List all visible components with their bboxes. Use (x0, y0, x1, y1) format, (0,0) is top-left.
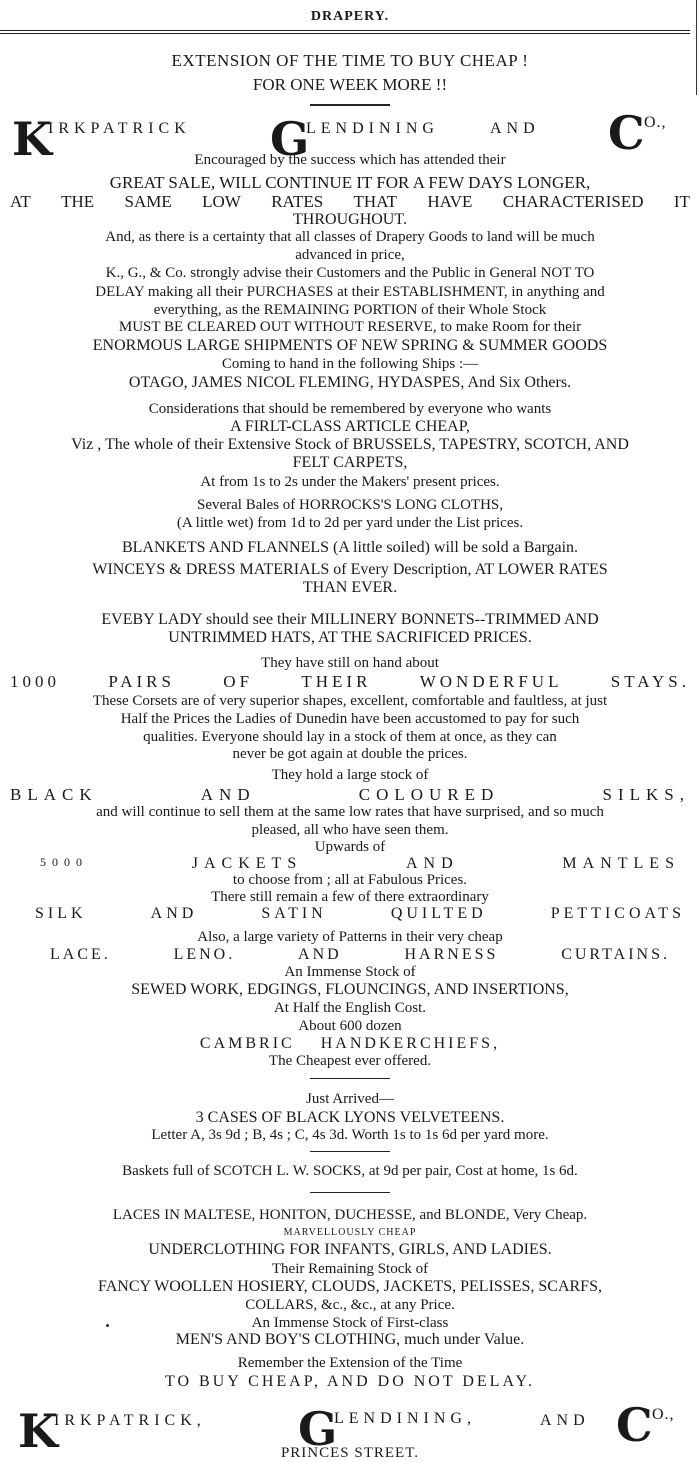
justified-line (0, 947, 700, 963)
word: COLOURED (358, 785, 500, 804)
word: THEIR (301, 672, 372, 691)
word: HAVE (427, 192, 473, 211)
text-line: LACES IN MALTESE, HONITON, DUCHESSE, and BLONDE, Very Cheap. (112, 1207, 588, 1223)
text-line: An Immense Stock of (284, 964, 416, 980)
text-line: And, as there is a certainty that all classes of Drapery Goods to land will be much (105, 229, 595, 245)
word: SILK (35, 905, 87, 922)
divider (310, 1192, 390, 1193)
text-line: Baskets full of SCOTCH L. W. SOCKS, at 9d per pair, Cost at home, 1s 6d. (122, 1163, 578, 1179)
divider (0, 30, 690, 31)
subheadline: FOR ONE WEEK MORE !! (252, 75, 448, 94)
firm-word-kirkpatrick: IRKPATRICK (48, 120, 191, 137)
word: SILKS, (602, 785, 690, 804)
section-heading: DRAPERY. (310, 9, 390, 24)
firm-word-and: AND (490, 120, 540, 137)
text-line: At from 1s to 2s under the Makers' present prices. (200, 474, 500, 490)
firm-word-kirkpatrick: IRKPATRICK, (54, 1412, 206, 1429)
divider (310, 104, 390, 106)
word: CURTAINS. (561, 946, 670, 963)
word: BLACK (10, 785, 98, 804)
word: QUILTED (390, 905, 487, 922)
text-line: pleased, all who have seen them. (251, 822, 449, 838)
text-line: SEWED WORK, EDGINGS, FLOUNCINGS, AND INSERTIONS, (131, 981, 569, 998)
text-line: Remember the Extension of the Time (237, 1355, 463, 1371)
text-line: OTAGO, JAMES NICOL FLEMING, HYDASPES, And Six Others. (128, 374, 572, 391)
word: RATES (271, 192, 324, 211)
text-line: Viz , The whole of their Extensive Stock of BRUSSELS, TAPESTRY, SCOTCH, AND (71, 436, 629, 453)
word: MANTLES (562, 855, 680, 872)
firm-initial-c: C (616, 1398, 653, 1452)
text-line: everything, as the REMAINING PORTION of their Whole Stock (153, 302, 547, 318)
text-line: Their Remaining Stock of (271, 1261, 429, 1277)
word: CAMBRIC (199, 1035, 295, 1052)
justified-line (0, 906, 700, 922)
word: CHARACTERISED (502, 192, 644, 211)
address: PRINCES STREET. (280, 1445, 420, 1461)
firm-word-and: AND (540, 1412, 590, 1429)
closing-line: TO BUY CHEAP, AND DO NOT DELAY. (164, 1373, 536, 1390)
justified-line (0, 1036, 700, 1052)
word: SAME (124, 192, 172, 211)
word: STAYS. (610, 672, 690, 691)
text-line: A FIRLT-CLASS ARTICLE CHEAP, (230, 418, 470, 435)
word: HARNESS (404, 946, 499, 963)
firm-initial-k: K (12, 112, 52, 166)
text-line: advanced in price, (295, 247, 405, 263)
text-line: They hold a large stock of (271, 767, 429, 783)
text-line: There still remain a few of there extraordinary (211, 889, 489, 905)
text-line: Coming to hand in the following Ships :— (221, 356, 479, 372)
text-line: MARVELLOUSLY CHEAP (283, 1227, 417, 1238)
firm-word-co: O., (644, 114, 667, 131)
text-line: Considerations that should be remembered by everyone who wants (148, 401, 552, 417)
divider (0, 33, 690, 34)
text-line: The Cheapest ever offered. (268, 1053, 432, 1069)
word: SATIN (261, 905, 327, 922)
text-line: Upwards of (314, 839, 386, 855)
word: THE (61, 192, 95, 211)
text-line: Just Arrived— (306, 1091, 394, 1107)
word: LENO. (173, 946, 236, 963)
word: AND (298, 946, 342, 963)
text-line: and will continue to sell them at the same low rates that have surprised, and so much (96, 804, 604, 820)
word: HANDKERCHIEFS, (320, 1035, 501, 1052)
word: THAT (353, 192, 397, 211)
text-line: 3 CASES OF BLACK LYONS VELVETEENS. (195, 1109, 505, 1126)
word: JACKETS (191, 855, 303, 872)
word: PAIRS (108, 672, 175, 691)
text-line: MUST BE CLEARED OUT WITHOUT RESERVE, to make Room for their (118, 319, 582, 335)
text-line: About 600 dozen (298, 1018, 402, 1034)
justified-line (0, 786, 700, 803)
text-line: UNDERCLOTHING FOR INFANTS, GIRLS, AND LADIES. (148, 1241, 552, 1258)
word: LOW (202, 192, 241, 211)
text-line: EVEBY LADY should see their MILLINERY BONNETS--TRIMMED AND (101, 611, 599, 628)
text-line: Half the Prices the Ladies of Dunedin have been accustomed to pay for such (120, 711, 580, 727)
word: PETTICOATS (550, 905, 685, 922)
text-line: GREAT SALE, WILL CONTINUE IT FOR A FEW DAYS LONGER, (109, 173, 591, 192)
word: AT (10, 192, 31, 211)
firm-word-co: O., (652, 1406, 675, 1423)
text-line: K., G., & Co. strongly advise their Customers and the Public in General NOT TO (105, 265, 595, 281)
text-line: At Half the English Cost. (273, 1000, 427, 1016)
text-line: FELT CARPETS, (292, 454, 408, 471)
text-line: These Corsets are of very superior shapes, excellent, comfortable and faultless, at just (92, 693, 608, 709)
word: OF (223, 672, 254, 691)
headline: EXTENSION OF THE TIME TO BUY CHEAP ! (171, 51, 529, 70)
firm-word-glendining: LENDINING, (334, 1410, 476, 1427)
text-line: never be got again at double the prices. (232, 746, 468, 762)
text-line: ENORMOUS LARGE SHIPMENTS OF NEW SPRING & SUMMER GOODS (92, 337, 608, 354)
word: WONDERFUL (419, 672, 563, 691)
text-line: Encouraged by the success which has attended their (194, 152, 506, 168)
text-line: Also, a large variety of Patterns in their very cheap (197, 929, 503, 945)
word: 1000 (10, 672, 60, 691)
text-line: UNTRIMMED HATS, AT THE SACRIFICED PRICES. (168, 629, 532, 646)
text-line: BLANKETS AND FLANNELS (A little soiled) will be sold a Bargain. (121, 539, 579, 556)
justified-line (0, 193, 700, 210)
text-line: qualities. Everyone should lay in a stock of them at once, as they can (143, 729, 557, 745)
text-line: to choose from ; all at Fabulous Prices. (232, 872, 468, 888)
word: AND (200, 785, 256, 804)
text-line: An Immense Stock of First-class (251, 1315, 449, 1331)
text-line: COLLARS, &c., &c., at any Price. (245, 1297, 455, 1313)
text-line: MEN'S AND BOY'S CLOTHING, much under Value. (175, 1331, 525, 1348)
divider (310, 1078, 390, 1079)
word: 5000 (40, 855, 88, 869)
justified-line (0, 856, 700, 872)
firm-initial-c: C (608, 106, 645, 160)
text-line: THROUGHOUT. (293, 211, 407, 228)
justified-line (0, 673, 700, 690)
text-line: Letter A, 3s 9d ; B, 4s ; C, 4s 3d. Worth 1s to 1s 6d per yard more. (151, 1127, 549, 1143)
text-line: DELAY making all their PURCHASES at their ESTABLISHMENT, in anything and (95, 284, 605, 300)
word: IT (673, 192, 690, 211)
firm-initial-k: K (18, 1404, 58, 1458)
word: AND (150, 905, 198, 922)
word: LACE. (50, 946, 111, 963)
text-line: Several Bales of HORROCKS'S LONG CLOTHS, (196, 497, 504, 513)
divider (310, 1151, 390, 1152)
text-line: WINCEYS & DRESS MATERIALS of Every Description, AT LOWER RATES (92, 561, 608, 578)
text-line: FANCY WOOLLEN HOSIERY, CLOUDS, JACKETS, PELISSES, SCARFS, (98, 1278, 602, 1295)
text-line: (A little wet) from 1d to 2d per yard under the List prices. (176, 515, 524, 531)
firm-word-glendining: LENDINING (306, 120, 439, 137)
firm-initial-g: G (298, 1402, 338, 1456)
ink-dot (106, 1324, 109, 1327)
text-line: THAN EVER. (302, 579, 398, 596)
firm-initial-g: G (270, 112, 310, 166)
text-line: They have still on hand about (261, 655, 439, 671)
word: AND (405, 855, 459, 872)
